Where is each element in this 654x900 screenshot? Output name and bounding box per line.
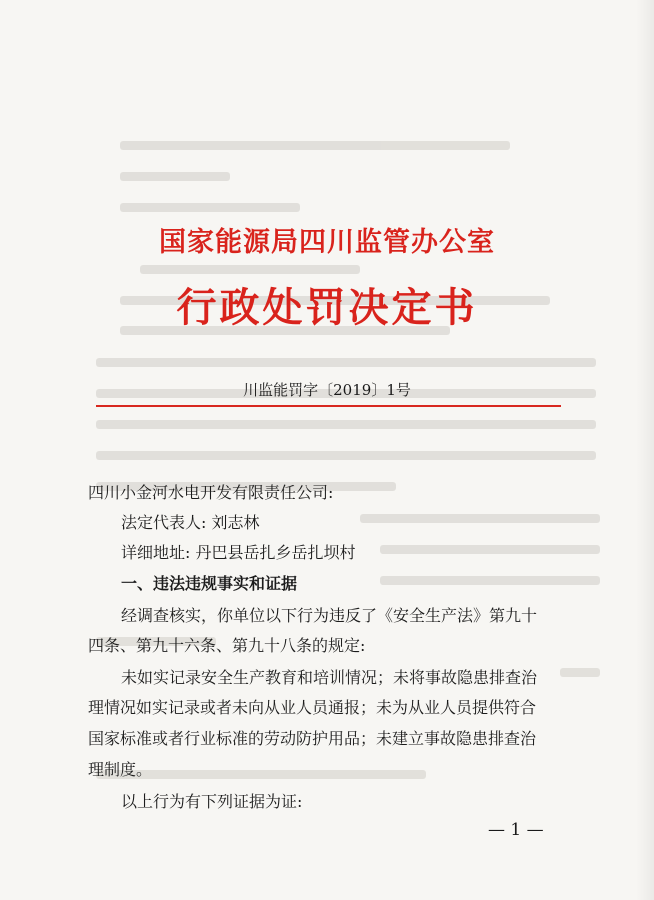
document-number: 川监能罚字〔2019〕1号 [243, 381, 411, 399]
red-divider-line [96, 405, 561, 407]
paragraph-line: 理制度。 [88, 760, 153, 779]
paragraph-line: 以上行为有下列证据为证: [121, 792, 303, 811]
paragraph-line: 未如实记录安全生产教育和培训情况；未将事故隐患排查治 [121, 668, 538, 687]
paragraph-line: 四条、第九十六条、第九十八条的规定: [88, 636, 366, 655]
section-heading: 一、违法违规事实和证据 [121, 574, 298, 593]
page-edge-shadow [636, 0, 654, 900]
legal-representative: 法定代表人: 刘志林 [121, 513, 260, 532]
paragraph-line: 理情况如实记录或者未向从业人员通报；未为从业人员提供符合 [88, 698, 537, 717]
page-number: — 1 — [488, 820, 544, 840]
recipient-company: 四川小金河水电开发有限责任公司: [88, 483, 334, 502]
document-title: 行政处罚决定书 [176, 284, 478, 331]
paragraph-line: 经调查核实，你单位以下行为违反了《安全生产法》第九十 [121, 606, 538, 625]
recipient-address: 详细地址: 丹巴县岳扎乡岳扎坝村 [121, 543, 356, 562]
issuing-organization: 国家能源局四川监管办公室 [159, 227, 495, 258]
paragraph-line: 国家标准或者行业标准的劳动防护用品；未建立事故隐患排查治 [88, 729, 537, 748]
